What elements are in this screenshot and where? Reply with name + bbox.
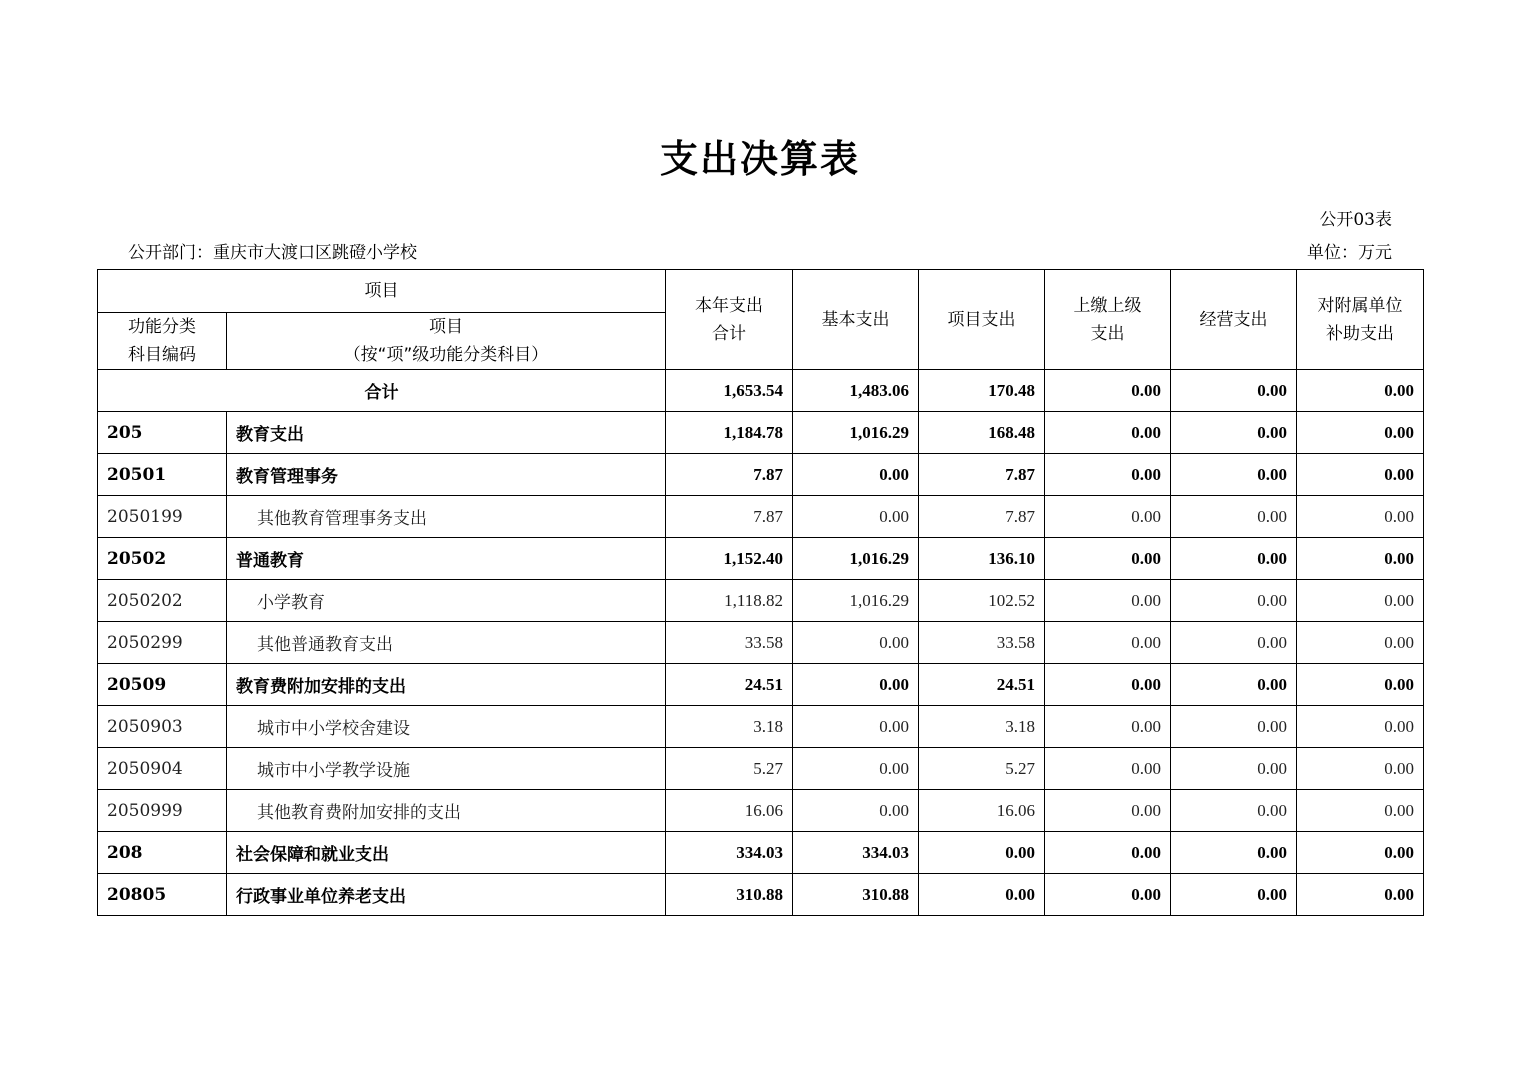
row-value: 0.00 (1171, 622, 1297, 664)
table-row (98, 790, 1424, 832)
row-value: 0.00 (793, 706, 919, 748)
row-value: 0.00 (1045, 832, 1171, 874)
expenditure-table (97, 269, 1424, 916)
row-value: 1,118.82 (666, 580, 793, 622)
table-row (98, 538, 1424, 580)
row-value: 0.00 (1171, 538, 1297, 580)
header-project-group: 项目 (98, 270, 666, 313)
row-value: 0.00 (1297, 874, 1424, 916)
row-value: 0.00 (1171, 412, 1297, 454)
row-code: 20501 (98, 454, 227, 496)
row-value: 1,016.29 (793, 580, 919, 622)
row-value: 0.00 (793, 454, 919, 496)
total-value: 0.00 (1171, 370, 1297, 412)
row-value: 0.00 (1297, 748, 1424, 790)
row-name: 其他普通教育支出 (227, 622, 666, 664)
row-value: 0.00 (1045, 748, 1171, 790)
row-value: 0.00 (793, 622, 919, 664)
row-value: 33.58 (666, 622, 793, 664)
row-value: 0.00 (1045, 454, 1171, 496)
row-value: 0.00 (1297, 790, 1424, 832)
form-number: 公开03表 (1319, 210, 1392, 230)
row-value: 1,184.78 (666, 412, 793, 454)
row-code: 2050999 (98, 790, 227, 832)
row-value: 0.00 (1297, 622, 1424, 664)
row-value: 310.88 (793, 874, 919, 916)
row-value: 0.00 (1045, 622, 1171, 664)
total-label: 合计 (98, 370, 666, 412)
row-code: 2050202 (98, 580, 227, 622)
row-value: 7.87 (919, 454, 1045, 496)
table-row (98, 454, 1424, 496)
row-value: 0.00 (793, 790, 919, 832)
header-total: 本年支出 合计 (666, 270, 793, 370)
row-value: 0.00 (1171, 664, 1297, 706)
row-value: 136.10 (919, 538, 1045, 580)
row-value: 0.00 (1045, 412, 1171, 454)
row-name: 普通教育 (227, 538, 666, 580)
row-name: 教育支出 (227, 412, 666, 454)
table-row (98, 748, 1424, 790)
row-value: 24.51 (666, 664, 793, 706)
row-value: 334.03 (793, 832, 919, 874)
row-code: 208 (98, 832, 227, 874)
table-row (98, 874, 1424, 916)
row-code: 2050299 (98, 622, 227, 664)
row-value: 0.00 (1045, 790, 1171, 832)
row-code: 2050199 (98, 496, 227, 538)
row-value: 0.00 (1297, 832, 1424, 874)
row-value: 0.00 (1171, 748, 1297, 790)
row-value: 0.00 (1171, 454, 1297, 496)
row-code: 205 (98, 412, 227, 454)
row-name: 其他教育管理事务支出 (227, 496, 666, 538)
row-value: 0.00 (1045, 496, 1171, 538)
row-value: 0.00 (1297, 412, 1424, 454)
row-value: 168.48 (919, 412, 1045, 454)
row-value: 5.27 (666, 748, 793, 790)
row-value: 7.87 (666, 454, 793, 496)
header-name: 项目 （按“项”级功能分类科目） (227, 313, 666, 370)
table-row (98, 664, 1424, 706)
row-value: 334.03 (666, 832, 793, 874)
table-row (98, 706, 1424, 748)
row-name: 行政事业单位养老支出 (227, 874, 666, 916)
row-value: 310.88 (666, 874, 793, 916)
total-value: 0.00 (1045, 370, 1171, 412)
header-project: 项目支出 (919, 270, 1045, 370)
row-value: 3.18 (919, 706, 1045, 748)
row-value: 102.52 (919, 580, 1045, 622)
row-name: 城市中小学校舍建设 (227, 706, 666, 748)
row-value: 0.00 (793, 496, 919, 538)
row-name: 其他教育费附加安排的支出 (227, 790, 666, 832)
row-value: 0.00 (1171, 790, 1297, 832)
header-code: 功能分类 科目编码 (98, 313, 227, 370)
header-subsidy: 对附属单位 补助支出 (1297, 270, 1424, 370)
row-value: 0.00 (1297, 538, 1424, 580)
row-value: 0.00 (1171, 832, 1297, 874)
row-value: 0.00 (1297, 580, 1424, 622)
row-value: 0.00 (793, 748, 919, 790)
row-value: 0.00 (1297, 454, 1424, 496)
row-name: 教育费附加安排的支出 (227, 664, 666, 706)
row-name: 社会保障和就业支出 (227, 832, 666, 874)
row-value: 0.00 (1297, 706, 1424, 748)
row-value: 24.51 (919, 664, 1045, 706)
row-value: 1,016.29 (793, 412, 919, 454)
row-value: 0.00 (1171, 874, 1297, 916)
row-value: 0.00 (793, 664, 919, 706)
table-row (98, 580, 1424, 622)
row-value: 0.00 (1171, 706, 1297, 748)
row-code: 20502 (98, 538, 227, 580)
row-value: 33.58 (919, 622, 1045, 664)
table-row (98, 496, 1424, 538)
unit-label: 单位：万元 (1307, 243, 1392, 263)
header-upper: 上缴上级 支出 (1045, 270, 1171, 370)
row-value: 16.06 (919, 790, 1045, 832)
header-basic: 基本支出 (793, 270, 919, 370)
row-code: 20509 (98, 664, 227, 706)
row-value: 0.00 (1045, 706, 1171, 748)
row-name: 小学教育 (227, 580, 666, 622)
row-code: 20805 (98, 874, 227, 916)
row-value: 0.00 (1045, 664, 1171, 706)
page-title: 支出决算表 (659, 137, 860, 181)
total-row (98, 370, 1424, 412)
total-value: 170.48 (919, 370, 1045, 412)
row-value: 0.00 (1297, 496, 1424, 538)
row-name: 城市中小学教学设施 (227, 748, 666, 790)
row-value: 16.06 (666, 790, 793, 832)
row-name: 教育管理事务 (227, 454, 666, 496)
row-value: 1,016.29 (793, 538, 919, 580)
row-value: 7.87 (666, 496, 793, 538)
row-value: 0.00 (1045, 538, 1171, 580)
row-value: 1,152.40 (666, 538, 793, 580)
total-value: 1,483.06 (793, 370, 919, 412)
row-value: 7.87 (919, 496, 1045, 538)
row-value: 0.00 (1171, 580, 1297, 622)
total-value: 0.00 (1297, 370, 1424, 412)
total-value: 1,653.54 (666, 370, 793, 412)
department-label: 公开部门：重庆市大渡口区跳磴小学校 (128, 243, 417, 263)
row-value: 0.00 (1171, 496, 1297, 538)
row-value: 0.00 (919, 874, 1045, 916)
row-value: 0.00 (919, 832, 1045, 874)
row-value: 5.27 (919, 748, 1045, 790)
row-value: 0.00 (1045, 580, 1171, 622)
table-row (98, 622, 1424, 664)
table-row (98, 832, 1424, 874)
header-business: 经营支出 (1171, 270, 1297, 370)
row-value: 3.18 (666, 706, 793, 748)
row-value: 0.00 (1045, 874, 1171, 916)
row-code: 2050904 (98, 748, 227, 790)
table-row (98, 412, 1424, 454)
row-value: 0.00 (1297, 664, 1424, 706)
row-code: 2050903 (98, 706, 227, 748)
